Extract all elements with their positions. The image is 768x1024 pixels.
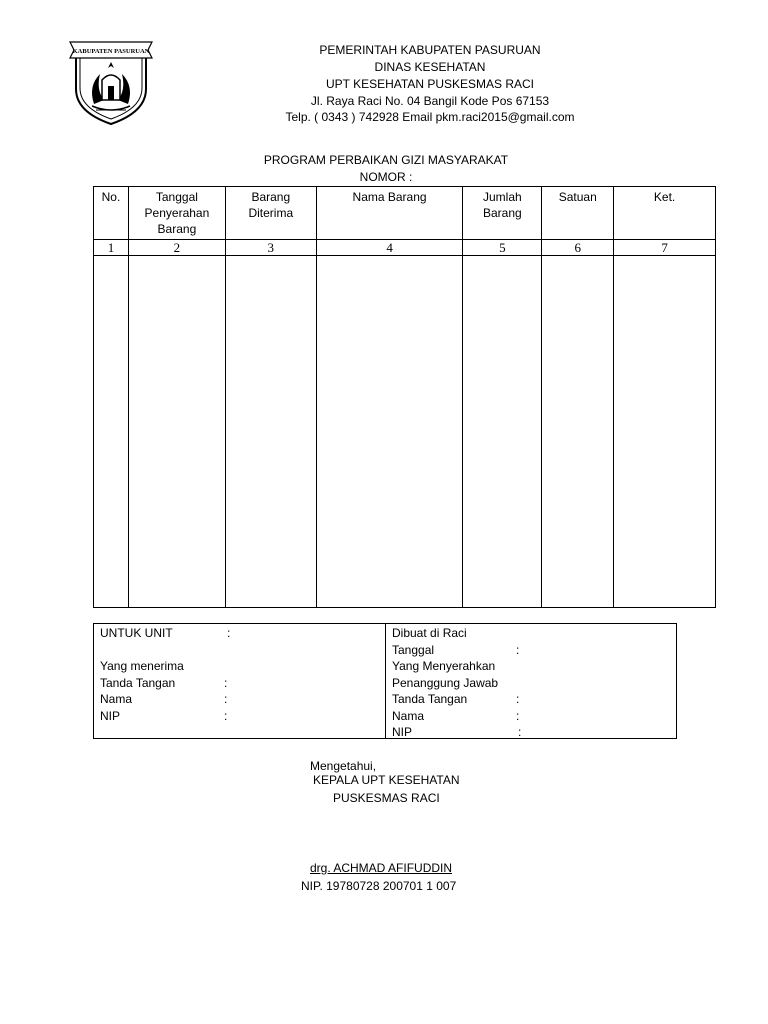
table-header-row	[94, 187, 716, 240]
receiver-name-row: Nama :	[100, 692, 228, 706]
column-number: 7	[614, 240, 716, 256]
column-number: 3	[225, 240, 316, 256]
empty-cell	[542, 256, 614, 608]
sender-nip-row: NIP :	[392, 725, 522, 739]
signature-divider	[385, 624, 386, 738]
table-body-row	[94, 256, 716, 608]
empty-cell	[614, 256, 716, 608]
receiver-signature-row: Tanda Tangan :	[100, 675, 228, 690]
head-name: drg. ACHMAD AFIFUDDIN	[310, 861, 453, 875]
letterhead-unit: UPT KESEHATAN PUSKESMAS RACI	[325, 77, 535, 91]
column-number: 4	[316, 240, 463, 256]
header-nama-barang: Nama Barang	[316, 187, 463, 240]
header-ket: Ket.	[614, 187, 716, 240]
empty-cell	[94, 256, 129, 608]
receiver-unit-row: UNTUK UNIT :	[100, 626, 231, 640]
column-number: 5	[463, 240, 542, 256]
sender-responsible-row: Penanggung Jawab	[392, 675, 499, 690]
header-tanggal: Tanggal Penyerahan Barang	[128, 187, 225, 240]
logo-text: KABUPATEN PASURUAN	[72, 48, 150, 55]
header-satuan: Satuan	[542, 187, 614, 240]
receiver-nip-row: NIP :	[100, 708, 228, 723]
empty-cell	[225, 256, 316, 608]
header-no: No.	[94, 187, 129, 240]
sender-date-row: Tanggal :	[392, 642, 520, 657]
sender-title-row: Yang Menyerahkan	[392, 659, 496, 673]
acknowledged-label: Mengetahui,	[310, 759, 377, 773]
receiver-title-row: Yang menerima	[100, 659, 184, 673]
empty-cell	[463, 256, 542, 608]
receiver-blank-row	[100, 642, 184, 659]
signature-box	[93, 623, 677, 739]
header-barang-diterima: Barang Diterima	[225, 187, 316, 240]
goods-table	[93, 186, 716, 608]
letterhead-contact: Telp. ( 0343 ) 742928 Email pkm.raci2015@gmail.com	[285, 110, 575, 124]
sender-section	[392, 625, 522, 741]
letterhead-government: PEMERINTAH KABUPATEN PASURUAN	[319, 43, 541, 57]
receiver-section	[100, 625, 231, 724]
header-jumlah-barang: Jumlah Barang	[463, 187, 542, 240]
head-position: KEPALA UPT KESEHATAN	[313, 773, 460, 787]
empty-cell	[128, 256, 225, 608]
letterhead-office: DINAS KESEHATAN	[374, 60, 486, 74]
document-number-label: NOMOR :	[359, 170, 413, 184]
head-nip: NIP. 19780728 200701 1 007	[301, 879, 457, 893]
column-number-row	[94, 240, 716, 256]
sender-name-row: Nama :	[392, 708, 520, 723]
empty-cell	[316, 256, 463, 608]
sender-signature-row: Tanda Tangan :	[392, 692, 520, 706]
column-number: 6	[542, 240, 614, 256]
column-number: 1	[94, 240, 129, 256]
document-title: PROGRAM PERBAIKAN GIZI MASYARAKAT	[263, 153, 509, 167]
regency-logo	[66, 34, 156, 126]
column-number: 2	[128, 240, 225, 256]
head-office: PUSKESMAS RACI	[333, 791, 440, 805]
sender-place-row: Dibuat di Raci	[392, 626, 467, 640]
letterhead-address: Jl. Raya Raci No. 04 Bangil Kode Pos 67153	[310, 94, 550, 108]
